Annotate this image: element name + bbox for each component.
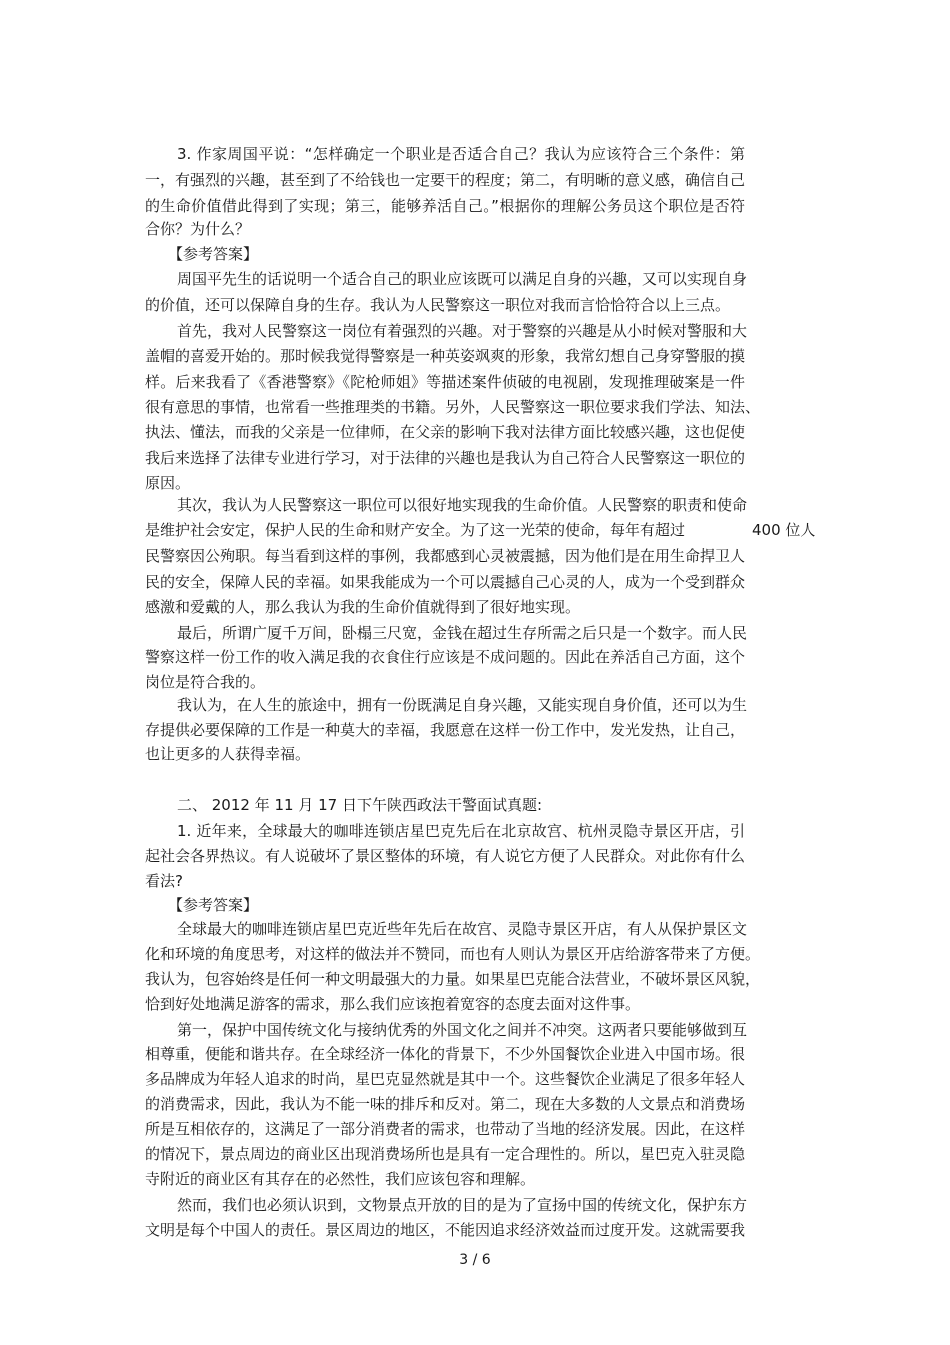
page-number: 3 / 6 xyxy=(459,1252,491,1268)
paragraph-line: 我认为，包容始终是任何一种文明最强大的力量。如果星巴克能合法营业，不破坏景区风貌， xyxy=(145,970,761,988)
question-line: 起社会各界热议。有人说破坏了景区整体的环境，有人说它方便了人民群众。对此你有什么 xyxy=(145,847,746,865)
paragraph-line: 岗位是符合我的。 xyxy=(145,673,266,691)
paragraph-line: 周国平先生的话说明一个适合自己的职业应该既可以满足自身的兴趣，又可以实现自身 xyxy=(177,270,748,288)
paragraph-line: 的情况下，景点周边的商业区出现消费场所也是具有一定合理性的。所以，星巴克入驻灵隐 xyxy=(145,1145,746,1163)
paragraph-line: 执法、懂法，而我的父亲是一位律师，在父亲的影响下我对法律方面比较感兴趣，这也促使 xyxy=(145,423,746,441)
paragraph-line: 我后来选择了法律专业进行学习，对于法律的兴趣也是我认为自己符合人民警察这一职位的 xyxy=(145,449,746,467)
paragraph-line: 盖帽的喜爱开始的。那时候我觉得警察是一种英姿飒爽的形象，我常幻想自己身穿警服的摸 xyxy=(145,347,746,365)
paragraph-line: 也让更多的人获得幸福。 xyxy=(145,745,311,763)
paragraph-line: 的价值，还可以保障自身的生存。我认为人民警察这一职位对我而言恰恰符合以上三点。 xyxy=(145,296,731,314)
paragraph-line: 恰到好处地满足游客的需求，那么我们应该抱着宽容的态度去面对这件事。 xyxy=(145,995,641,1013)
paragraph-line: 文明是每个中国人的责任。景区周边的地区，不能因追求经济效益而过度开发。这就需要我 xyxy=(145,1221,746,1239)
paragraph-line: 然而，我们也必须认识到，文物景点开放的目的是为了宣扬中国的传统文化，保护东方 xyxy=(177,1196,748,1214)
answer-label: 【参考答案】 xyxy=(168,896,259,914)
question-line: 合你？为什么？ xyxy=(145,220,251,238)
paragraph-line: 存提供必要保障的工作是一种莫大的幸福，我愿意在这样一份工作中，发光发热，让自己， xyxy=(145,721,746,739)
question-line: 的生命价值借此得到了实现；第三，能够养活自己。”根据你的理解公务员这个职位是否符 xyxy=(145,197,745,215)
paragraph-line: 很有意思的事情，也常看一些推理类的书籍。另外，人民警察这一职位要求我们学法、知法、 xyxy=(145,398,761,416)
paragraph-line: 我认为，在人生的旅途中，拥有一份既满足自身兴趣，又能实现自身价值，还可以为生 xyxy=(177,696,748,714)
paragraph-line: 首先，我对人民警察这一岗位有着强烈的兴趣。对于警察的兴趣是从小时候对警服和大 xyxy=(177,322,748,340)
paragraph-line: 警察这样一份工作的收入满足我的衣食住行应该是不成问题的。因此在养活自己方面，这个 xyxy=(145,648,746,666)
paragraph-line: 全球最大的咖啡连锁店星巴克近些年先后在故宫、灵隐寺景区开店，有人从保护景区文 xyxy=(177,920,748,938)
section-heading: 二、 2012 年 11 月 17 日下午陕西政法干警面试真题: xyxy=(177,796,543,814)
paragraph-line: 多品牌成为年轻人追求的时尚，星巴克显然就是其中一个。这些餐饮企业满足了很多年轻人 xyxy=(145,1070,746,1088)
paragraph-line: 最后，所谓广厦千万间，卧榻三尺宽，金钱在超过生存所需之后只是一个数字。而人民 xyxy=(177,624,748,642)
paragraph-line: 第一，保护中国传统文化与接纳优秀的外国文化之间并不冲突。这两者只要能够做到互 xyxy=(177,1021,748,1039)
answer-label: 【参考答案】 xyxy=(168,245,259,263)
question-line: 3. 作家周国平说：“怎样确定一个职业是否适合自己？我认为应该符合三个条件：第 xyxy=(177,145,745,163)
paragraph-line: 原因。 xyxy=(145,474,191,492)
question-line: 一，有强烈的兴趣，甚至到了不给钱也一定要干的程度；第二，有明晰的意义感，确信自己 xyxy=(145,171,746,189)
paragraph-line: 样。后来我看了《香港警察》《陀枪师姐》等描述案件侦破的电视剧，发现推理破案是一件 xyxy=(145,373,745,391)
paragraph-line: 是维护社会安定，保护人民的生命和财产安全。为了这一光荣的使命，每年有超过 xyxy=(145,521,686,539)
paragraph-line: 的消费需求，因此，我认为不能一味的排斥和反对。第二，现在大多数的人文景点和消费场 xyxy=(145,1095,746,1113)
paragraph-line: 化和环境的角度思考，对这样的做法并不赞同，而也有人则认为景区开店给游客带来了方便。 xyxy=(145,945,761,963)
paragraph-line: 寺附近的商业区有其存在的必然性，我们应该包容和理解。 xyxy=(145,1170,536,1188)
question-line: 看法? xyxy=(145,872,183,890)
paragraph-line: 其次，我认为人民警察这一职位可以很好地实现我的生命价值。人民警察的职责和使命 xyxy=(177,496,748,514)
paragraph-line: 相尊重，便能和谐共存。在全球经济一体化的背景下，不少外国餐饮企业进入中国市场。很 xyxy=(145,1045,746,1063)
paragraph-fragment: 400 位人 xyxy=(752,521,816,539)
paragraph-line: 民的安全，保障人民的幸福。如果我能成为一个可以震撼自己心灵的人，成为一个受到群众 xyxy=(145,573,746,591)
question-line: 1. 近年来，全球最大的咖啡连锁店星巴克先后在北京故宫、杭州灵隐寺景区开店，引 xyxy=(177,822,745,840)
paragraph-line: 所是互相依存的，这满足了一部分消费者的需求，也带动了当地的经济发展。因此，在这样 xyxy=(145,1120,746,1138)
paragraph-line: 民警察因公殉职。每当看到这样的事例，我都感到心灵被震撼，因为他们是在用生命捍卫人 xyxy=(145,547,746,565)
paragraph-line: 感激和爱戴的人，那么我认为我的生命价值就得到了很好地实现。 xyxy=(145,598,581,616)
